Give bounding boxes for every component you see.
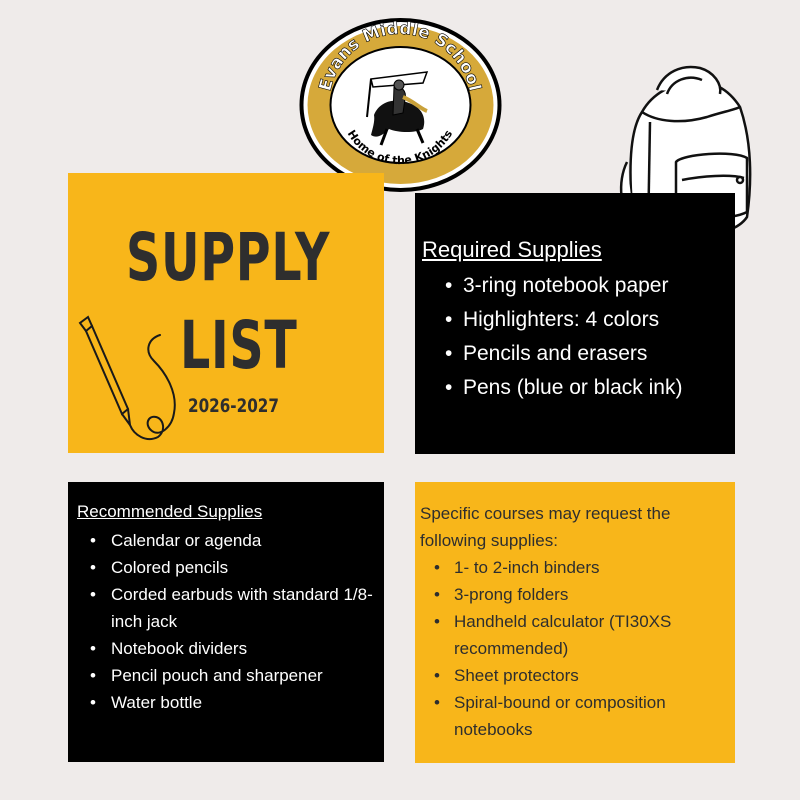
school-year: 2026-2027	[188, 395, 279, 417]
list-title: LIST	[180, 307, 298, 384]
list-item: • Highlighters: 4 colors	[445, 303, 682, 337]
required-supplies-panel	[415, 193, 735, 454]
list-item: • Water bottle	[88, 689, 378, 716]
title-panel	[68, 173, 384, 453]
list-item: • Sheet protectors	[432, 662, 727, 689]
list-item: • Notebook dividers	[88, 635, 378, 662]
pencil-icon	[74, 313, 184, 453]
list-item: • Colored pencils	[88, 554, 378, 581]
list-item: • 3-ring notebook paper	[445, 269, 682, 303]
logo-school-name: Evans Middle School	[315, 18, 485, 94]
list-item: • Corded earbuds with standard 1/8-inch jack	[88, 581, 378, 635]
course-specific-intro: Specific courses may request the following supplies:	[420, 504, 671, 550]
required-supplies-list	[445, 269, 682, 405]
list-item: • Calendar or agenda	[88, 527, 378, 554]
course-specific-supplies-list	[432, 554, 727, 743]
list-item: • 1- to 2-inch binders	[432, 554, 727, 581]
list-item: • Pens (blue or black ink)	[445, 371, 682, 405]
course-specific-supplies-panel	[415, 482, 735, 763]
recommended-supplies-list	[88, 527, 378, 716]
school-logo	[299, 17, 502, 193]
list-item: • Spiral-bound or composition notebooks	[432, 689, 727, 743]
list-item: • 3-prong folders	[432, 581, 727, 608]
list-item: • Pencils and erasers	[445, 337, 682, 371]
recommended-supplies-panel	[68, 482, 384, 762]
recommended-supplies-heading: Recommended Supplies	[77, 502, 263, 521]
required-supplies-heading: Required Supplies	[422, 237, 602, 262]
logo-tagline: Home of the Knights	[344, 127, 456, 168]
list-item: • Handheld calculator (TI30XS recommended)	[432, 608, 727, 662]
supply-title: SUPPLY	[126, 219, 331, 296]
list-item: • Pencil pouch and sharpener	[88, 662, 378, 689]
